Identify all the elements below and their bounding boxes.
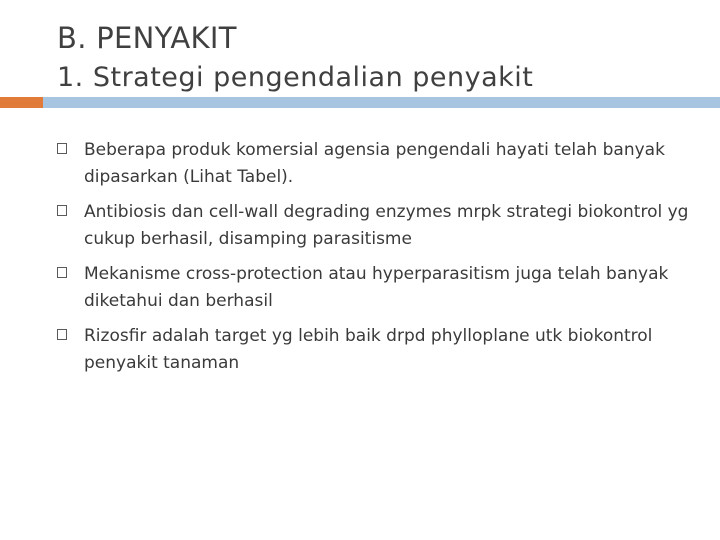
- slide-title: B. PENYAKIT: [57, 21, 237, 55]
- bullet-item: [57, 323, 697, 377]
- bullet-item: [57, 137, 697, 191]
- bullet-item: [57, 199, 697, 253]
- accent-bar-orange: [0, 97, 43, 108]
- bullet-text: Rizosfir adalah target yg lebih baik drpd phylloplane utk biokontrol penyakit tanaman: [84, 326, 653, 373]
- bullet-text: Antibiosis dan cell-wall degrading enzymes mrpk strategi biokontrol yg cukup berhasil, disamping parasitisme: [84, 202, 689, 249]
- bullet-text: Beberapa produk komersial agensia pengendali hayati telah banyak dipasarkan (Lihat Tabel).: [84, 140, 665, 187]
- bullet-item: [57, 261, 697, 315]
- square-bullet-icon: [57, 205, 67, 216]
- square-bullet-icon: [57, 143, 67, 154]
- bullet-text: Mekanisme cross-protection atau hyperparasitism juga telah banyak diketahui dan berhasil: [84, 264, 669, 311]
- title-block: [57, 18, 697, 98]
- slide-subtitle: 1. Strategi pengendalian penyakit: [57, 62, 534, 93]
- accent-bar-blue: [43, 97, 720, 108]
- bullet-list: [57, 137, 697, 385]
- square-bullet-icon: [57, 267, 67, 278]
- square-bullet-icon: [57, 329, 67, 340]
